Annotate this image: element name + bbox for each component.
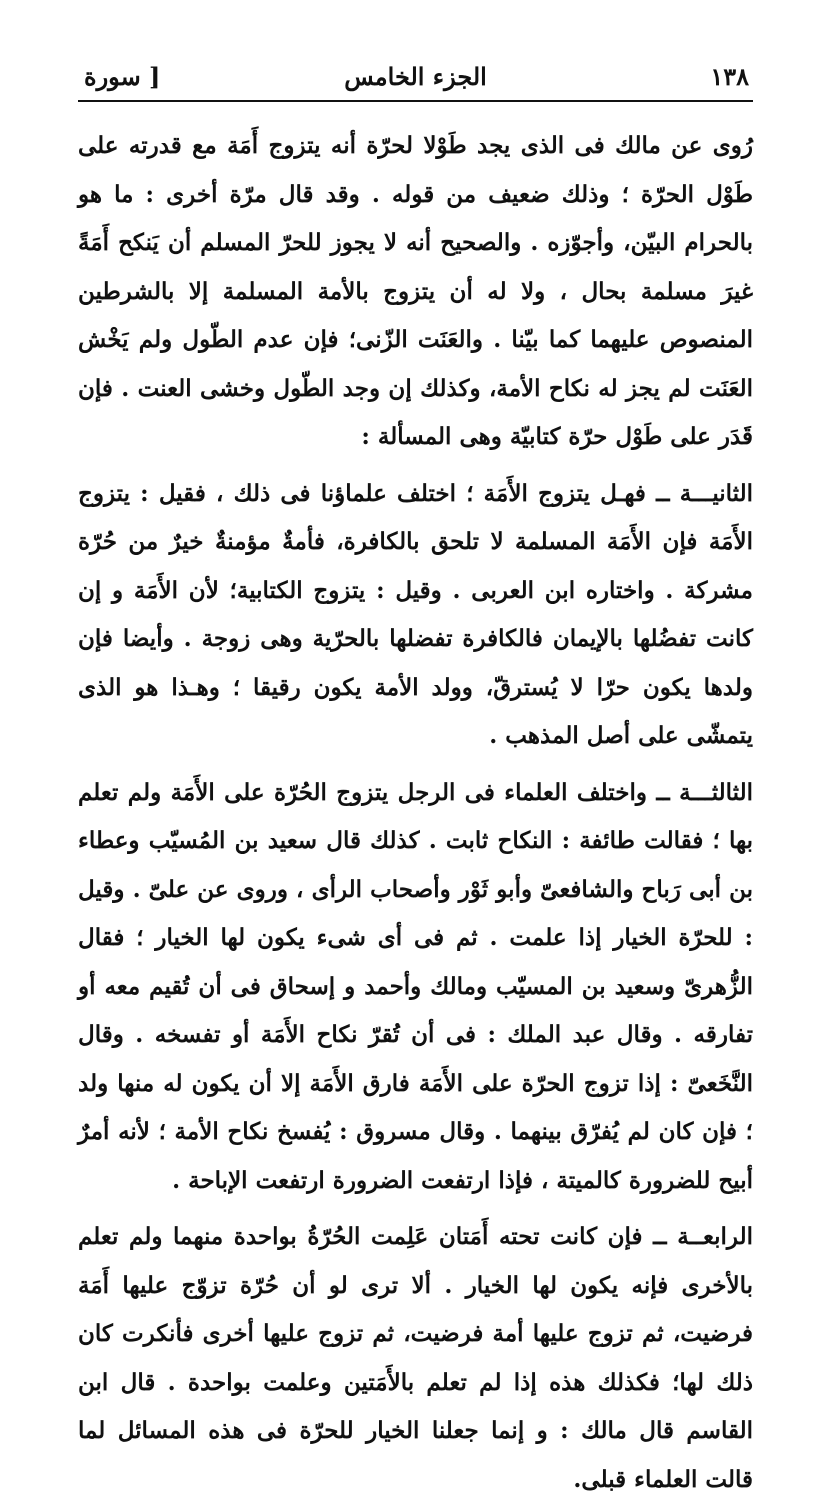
paragraph-fourth-issue [78,1213,753,1504]
paragraph-second-issue [78,470,753,761]
paragraph-text: رُوى عن مالك فى الذى يجد طَوْلا لحرّة أنه يتزوج أَمَة مع قدرته على طَوْل الحرّة ؛ وذلك ضعيف من قوله . وقد قال مرّة أخرى : ما هو بالحرام البيّن، وأجوّزه . والصحيح أنه لا يجوز للحرّ المسلم أن يَنكح أَمَةً غيرَ مسلمة بحال ، ولا له أن يتزوج بالأمة المسلمة إلا بالشرطين المنصوص عليهما كما بيّنا . والعَنَت الزّنى؛ فإن عدم الطّول ولم يَخْش العَنَت لم يجز له نكاح الأمة، وكذلك إن وجد الطّول وخشى العنت . فإن قَدَر على طَوْل حرّة كتابيّة وهى المسألة : [78,132,753,450]
issue-heading: الرابعــة ــ [653,1223,753,1250]
paragraph-text: فإن كانت تحته أَمَتان عَلِمت الحُرّةُ بواحدة منهما ولم تعلم بالأخرى فإنه يكون لها الخيار . ألا ترى لو أن حُرّة تزوّج عليها أَمَة فرضيت، ثم تزوج عليها أمة فرضيت، ثم تزوج عليها أخرى فأنكرت كان ذلك لها؛ فكذلك هذه إذا لم تعلم بالأَمَتين وعلمت بواحدة . قال ابن القاسم قال مالك : و إنما جعلنا الخيار للحرّة فى هذه المسائل لما قالت العلماء قبلى. [78,1223,753,1493]
page-body [78,122,753,1504]
paragraph-text: واختلف العلماء فى الرجل يتزوج الحُرّة على الأَمَة ولم تعلم بها ؛ فقالت طائفة : النكاح ثابت . كذلك قال سعيد بن المُسيّب وعطاء بن أبى رَباح والشافعىّ وأبو ثَوْر وأصحاب الرأى ، وروى عن علىّ . وقيل : للحرّة الخيار إذا علمت . ثم فى أى شىء يكون لها الخيار ؛ فقال الزُّهرىّ وسعيد بن المسيّب ومالك وأحمد و إسحاق فى أن تُقيم معه أو تفارقه . وقال عبد الملك : فى أن تُقرّ نكاح الأَمَة أو تفسخه . وقال النَّخَعىّ : إذا تزوج الحرّة على الأَمَة فارق الأَمَة إلا أن يكون له منها ولد ؛ فإن كان لم يُفرّق بينهما . وقال مسروق : يُفسخ نكاح الأمة ؛ لأنه أمرٌ أبيح للضرورة كالميتة ، فإذا ارتفعت الضرورة ارتفعت الإباحة . [78,778,753,1194]
issue-heading: الثالثـــة ــ [656,778,753,806]
issue-heading: الثانيـــة ــ [656,479,754,507]
paragraph-text: فهـل يتزوج الأَمَة ؛ اختلف علماؤنا فى ذلك ، فقيل : يتزوج الأَمَة فإن الأَمَة المسلمة لا تلحق بالكافرة، فأمةٌ مؤمنةٌ خيرٌ من حُرّة مشركة . واختاره ابن العربى . وقيل : يتزوج الكتابية؛ لأن الأَمَة و إن كانت تفضُلها بالإيمان فالكافرة تفضلها بالحرّية وهى زوجة . وأيضا فإن ولدها يكون حرّا لا يُسترقّ، وولد الأمة يكون رقيقا ؛ وهـذا هو الذى يتمشّى على أصل المذهب . [78,479,753,749]
paragraph-third-issue [78,769,753,1206]
running-title: الجزء الخامس [344,62,487,91]
paragraph-intro [78,122,753,462]
page-number: ١٣٨ [710,62,749,91]
page-header [78,58,753,102]
surah-label: [ سورة [84,62,161,91]
